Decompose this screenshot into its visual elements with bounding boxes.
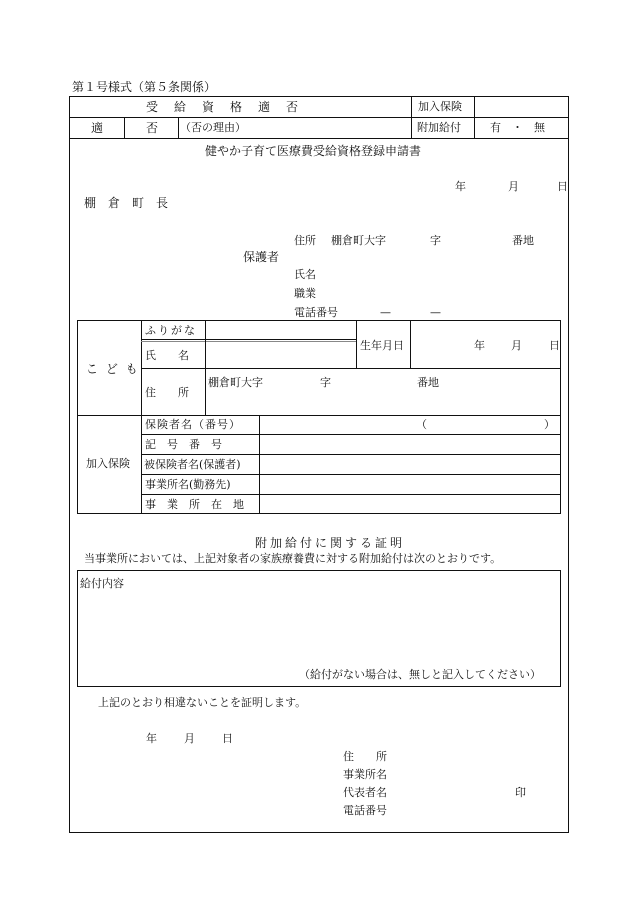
guardian-phone-label: 電話番号: [294, 306, 338, 319]
child-birth-label: 生年月日: [360, 339, 404, 352]
deny-cell[interactable]: 否: [146, 121, 159, 135]
guardian-address-label: 住所: [294, 234, 316, 247]
certification-confirm: 上記のとおり相違ないことを証明します。: [98, 696, 307, 709]
workplace-address-input[interactable]: [262, 497, 557, 512]
guardian-phone-dash-2: —: [430, 306, 441, 319]
insurance-label: 加入保険: [418, 100, 462, 113]
child-birth-year: 年: [474, 339, 485, 352]
seal-mark: 印: [515, 786, 526, 799]
insurer-name-input[interactable]: [262, 418, 412, 433]
guardian-name-label: 氏名: [294, 268, 316, 281]
workplace-address-label: 事 業 所 在 地: [145, 498, 244, 511]
date-year: 年: [455, 180, 466, 193]
cert-representative-label: 代表者名: [343, 786, 387, 799]
child-furigana-input[interactable]: [208, 324, 353, 339]
additional-benefit-label: 附加給付: [417, 121, 461, 134]
child-name-input[interactable]: [208, 345, 353, 365]
child-birth-day: 日: [549, 339, 560, 352]
guardian-aza: 字: [430, 234, 441, 247]
date-month: 月: [508, 180, 519, 193]
insurer-paren-open: （: [416, 418, 427, 431]
symbol-number-label: 記 号 番 号: [145, 438, 222, 451]
certification-title: 附加給付に関する証明: [255, 536, 406, 550]
child-name-label: 氏 名: [145, 349, 189, 362]
child-section-label: こ ど も: [86, 362, 140, 376]
cert-date-month: 月: [184, 732, 195, 745]
certification-statement: 当事業所においては、上記対象者の家族療養費に対する附加給付は次のとおりです。: [84, 552, 502, 565]
benefit-content-label: 給付内容: [80, 577, 124, 590]
child-address-banchi: 番地: [417, 376, 439, 389]
cert-date-day: 日: [222, 732, 233, 745]
cert-office-label: 事業所名: [343, 768, 387, 781]
guardian-phone-dash-1: —: [380, 306, 391, 319]
form-number: 第１号様式（第５条関係）: [72, 80, 217, 94]
eligibility-title: 受 給 資 格 適 否: [146, 100, 301, 114]
guardian-label: 保護者: [243, 250, 280, 264]
child-furigana-label: ふりがな: [145, 324, 197, 337]
document-title: 健やか子育て医療費受給資格登録申請書: [205, 144, 422, 158]
insured-name-label: 被保険者名(保護者): [144, 458, 241, 471]
cert-phone-label: 電話番号: [343, 804, 387, 817]
insurance-section-label: 加入保険: [86, 457, 130, 470]
cert-address-label: 住 所: [343, 750, 387, 763]
guardian-occupation-label: 職業: [294, 287, 316, 300]
additional-benefit-choice[interactable]: 有 ・ 無: [490, 121, 545, 134]
deny-reason-input[interactable]: [250, 122, 408, 136]
insurance-input[interactable]: [478, 101, 566, 115]
symbol-number-input[interactable]: [262, 437, 557, 452]
child-address-aza: 字: [320, 376, 331, 389]
benefit-content-note: （給付がない場合は、無しと記入してください）: [299, 668, 541, 681]
child-address-label: 住 所: [145, 386, 189, 399]
approve-cell[interactable]: 適: [91, 121, 104, 135]
guardian-banchi: 番地: [512, 234, 534, 247]
addressee: 棚 倉 町 長: [84, 196, 169, 210]
workplace-name-input[interactable]: [262, 477, 557, 492]
child-address-value: 棚倉町大字: [208, 376, 263, 389]
insurer-name-label: 保険者名（番号）: [145, 418, 241, 431]
insurer-paren-close: ）: [544, 418, 555, 431]
deny-reason-label: （否の理由）: [180, 121, 246, 134]
insured-name-input[interactable]: [262, 457, 557, 472]
workplace-name-label: 事業所名(勤務先): [145, 478, 231, 491]
date-day: 日: [557, 180, 568, 193]
cert-date-year: 年: [146, 732, 157, 745]
guardian-address-value: 棚倉町大字: [331, 234, 386, 247]
child-birth-month: 月: [511, 339, 522, 352]
